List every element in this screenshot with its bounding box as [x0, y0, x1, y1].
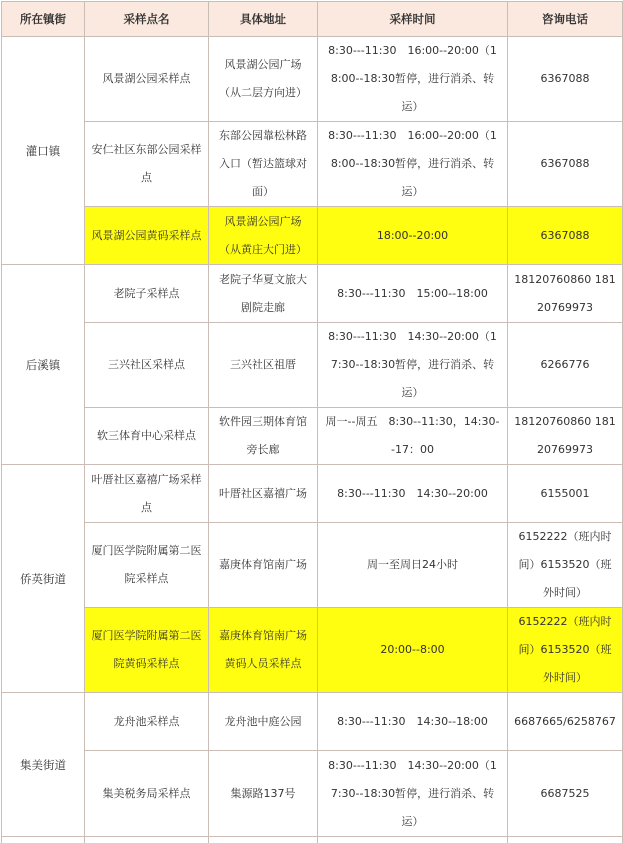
town-cell: 灌口镇	[2, 37, 85, 265]
table-row-highlighted	[2, 608, 623, 693]
site-address: 风景湖公园广场（从黄庄大门进）	[209, 207, 318, 265]
site-address: 东部公园靠松林路入口（暂达篮球对面）	[209, 122, 318, 207]
site-name: 风景湖公园黄码采样点	[85, 207, 209, 265]
table-row	[2, 122, 623, 207]
phone: 6152222（班内时间）6153520（班外时间）	[508, 608, 623, 693]
phone: 6367088	[508, 122, 623, 207]
phone: 6687525	[508, 751, 623, 837]
header-sampling-time: 采样时间	[318, 2, 508, 37]
site-name: 风景湖公园采样点	[85, 37, 209, 122]
table-row	[2, 751, 623, 837]
town-cell: 侨英街道	[2, 465, 85, 693]
site-name: 软三体育中心采样点	[85, 408, 209, 465]
header-address: 具体地址	[209, 2, 318, 37]
sampling-time: 周一--周五 8:30--11:30，14:30--17：00	[318, 408, 508, 465]
cutoff-cell	[85, 837, 209, 843]
phone: 6687665/6258767	[508, 693, 623, 751]
table-row-cutoff	[2, 837, 623, 843]
sampling-time: 8:30---11:30 14:30--20:00	[318, 465, 508, 523]
header-phone: 咨询电话	[508, 2, 623, 37]
sampling-time: 8:30---11:30 16:00--20:00（18:00--18:30暂停，进行消杀、转运）	[318, 122, 508, 207]
sampling-time: 20:00--8:00	[318, 608, 508, 693]
table-row	[2, 265, 623, 323]
site-address: 风景湖公园广场（从二层方向进）	[209, 37, 318, 122]
table-row	[2, 37, 623, 122]
table-row	[2, 408, 623, 465]
site-name: 三兴社区采样点	[85, 323, 209, 408]
site-address: 龙舟池中庭公园	[209, 693, 318, 751]
cutoff-cell	[318, 837, 508, 843]
sampling-time: 8:30---11:30 15:00--18:00	[318, 265, 508, 323]
site-address: 老院子华夏文旅大剧院走廊	[209, 265, 318, 323]
site-address: 叶厝社区嘉禧广场	[209, 465, 318, 523]
table-row	[2, 693, 623, 751]
phone: 18120760860 18120769973	[508, 408, 623, 465]
site-address: 嘉庚体育馆南广场黄码人员采样点	[209, 608, 318, 693]
site-name: 厦门医学院附属第二医院黄码采样点	[85, 608, 209, 693]
site-name: 集美税务局采样点	[85, 751, 209, 837]
site-name: 叶厝社区嘉禧广场采样点	[85, 465, 209, 523]
header-town: 所在镇街	[2, 2, 85, 37]
site-name: 厦门医学院附属第二医院采样点	[85, 523, 209, 608]
site-name: 安仁社区东部公园采样点	[85, 122, 209, 207]
phone: 6367088	[508, 207, 623, 265]
town-cell: 后溪镇	[2, 265, 85, 465]
site-address: 软件园三期体育馆旁长廊	[209, 408, 318, 465]
town-cell: 集美街道	[2, 693, 85, 837]
site-address: 三兴社区祖厝	[209, 323, 318, 408]
header-row	[2, 2, 623, 37]
phone: 6367088	[508, 37, 623, 122]
header-site-name: 采样点名	[85, 2, 209, 37]
sampling-time: 8:30---11:30 14:30--20:00（17:30--18:30暂停，进行消杀、转运）	[318, 751, 508, 837]
table-row	[2, 465, 623, 523]
sampling-time: 8:30---11:30 14:30--20:00（17:30--18:30暂停，进行消杀、转运）	[318, 323, 508, 408]
site-address: 集源路137号	[209, 751, 318, 837]
sampling-time: 8:30---11:30 16:00--20:00（18:00--18:30暂停，进行消杀、转运）	[318, 37, 508, 122]
cutoff-cell	[508, 837, 623, 843]
sampling-sites-table	[1, 1, 623, 843]
site-address: 嘉庚体育馆南广场	[209, 523, 318, 608]
sampling-time: 8:30---11:30 14:30--18:00	[318, 693, 508, 751]
table-row-highlighted	[2, 207, 623, 265]
sampling-time: 18:00--20:00	[318, 207, 508, 265]
site-name: 龙舟池采样点	[85, 693, 209, 751]
cutoff-cell	[2, 837, 85, 843]
table-row	[2, 523, 623, 608]
sampling-time: 周一至周日24小时	[318, 523, 508, 608]
phone: 18120760860 18120769973	[508, 265, 623, 323]
cutoff-cell	[209, 837, 318, 843]
phone: 6266776	[508, 323, 623, 408]
phone: 6155001	[508, 465, 623, 523]
phone: 6152222（班内时间）6153520（班外时间）	[508, 523, 623, 608]
site-name: 老院子采样点	[85, 265, 209, 323]
table-row	[2, 323, 623, 408]
